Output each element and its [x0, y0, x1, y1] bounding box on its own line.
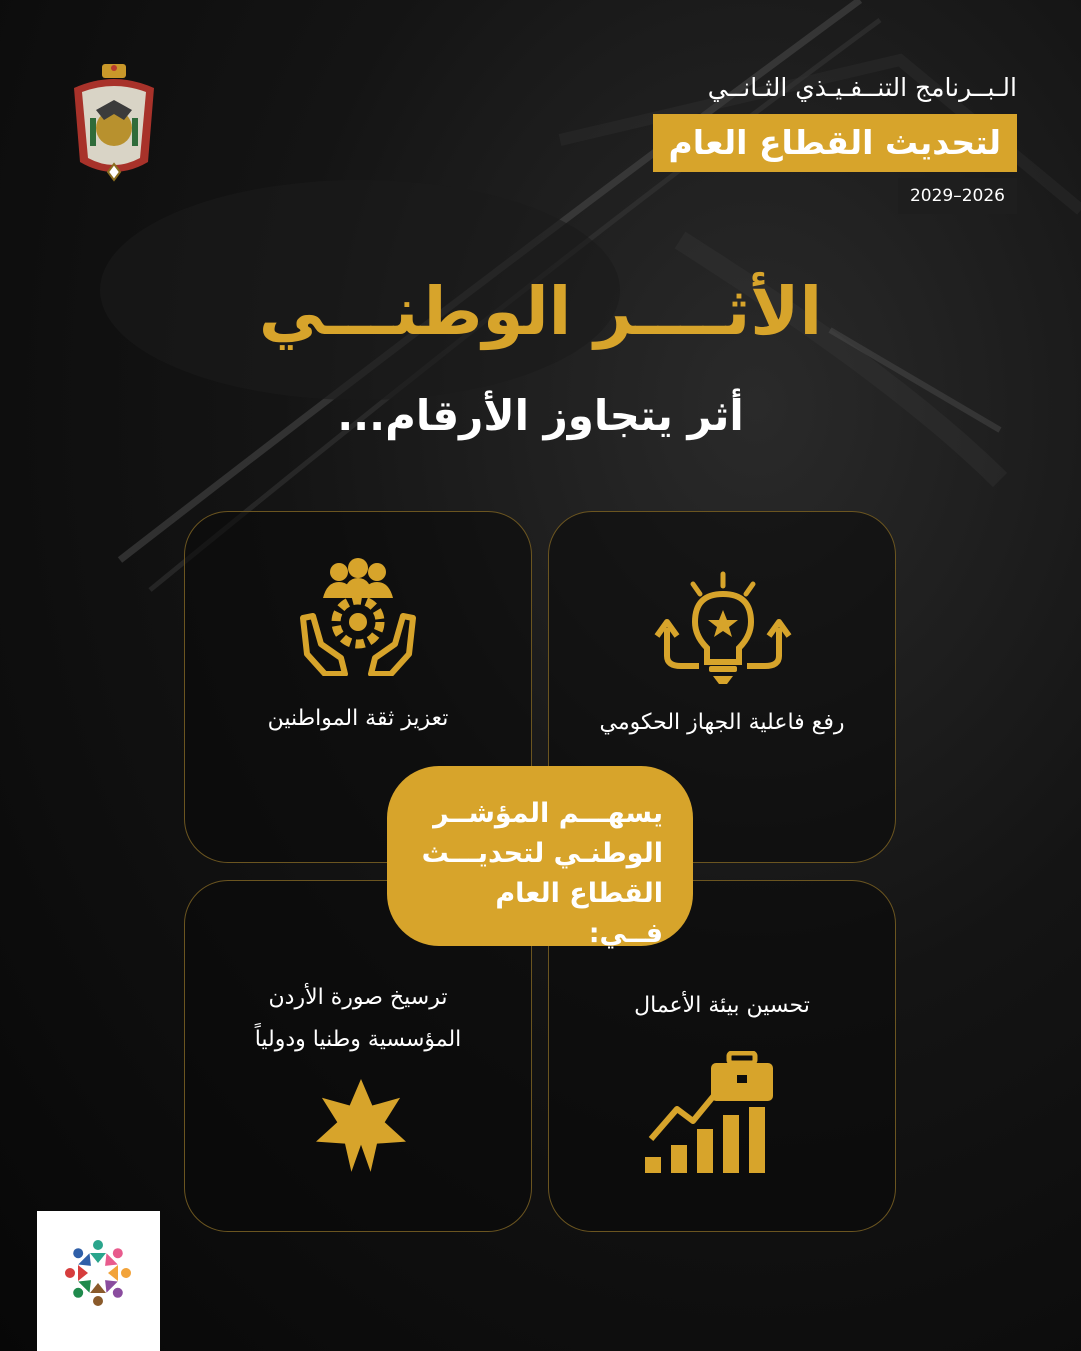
page-subtitle: أثر يتجاوز الأرقام... — [337, 391, 744, 440]
sector-badge: لتحديث القطاع العام — [653, 114, 1017, 172]
card-label-citizen-trust: تعزيز ثقة المواطنين — [267, 706, 449, 731]
years-badge: 2029–2026 — [898, 178, 1017, 214]
seven-point-star-icon — [309, 1077, 413, 1185]
page-title: الأثــــر الوطنـــي — [258, 273, 823, 350]
center-callout — [387, 766, 693, 949]
card-label-jordan-image-line2: المؤسسية وطنيا ودولياً — [254, 1027, 462, 1052]
center-line-3: القطاع العام فــي: — [495, 878, 663, 949]
briefcase-growth-chart-icon — [645, 1051, 781, 1183]
lightbulb-star-arrows-icon — [651, 570, 795, 692]
colorful-people-circle-logo-icon — [37, 1211, 160, 1351]
program-header — [597, 70, 1017, 214]
hands-people-gear-icon — [299, 558, 417, 680]
center-line-2: الوطنـي لتحديـــث — [421, 838, 663, 869]
card-label-jordan-image-line1: ترسيخ صورة الأردن — [268, 985, 448, 1010]
center-line-1: يسهـــم المؤشــر — [433, 798, 663, 829]
jordan-coat-of-arms-icon — [68, 62, 160, 188]
card-label-business-environment: تحسين بيئة الأعمال — [634, 993, 810, 1018]
program-name: الـبــرنامج التنــفـيـذي الثـانــي — [707, 73, 1017, 102]
card-label-government-efficiency: رفع فاعلية الجهاز الحكومي — [599, 710, 845, 735]
partner-logo — [37, 1211, 160, 1351]
